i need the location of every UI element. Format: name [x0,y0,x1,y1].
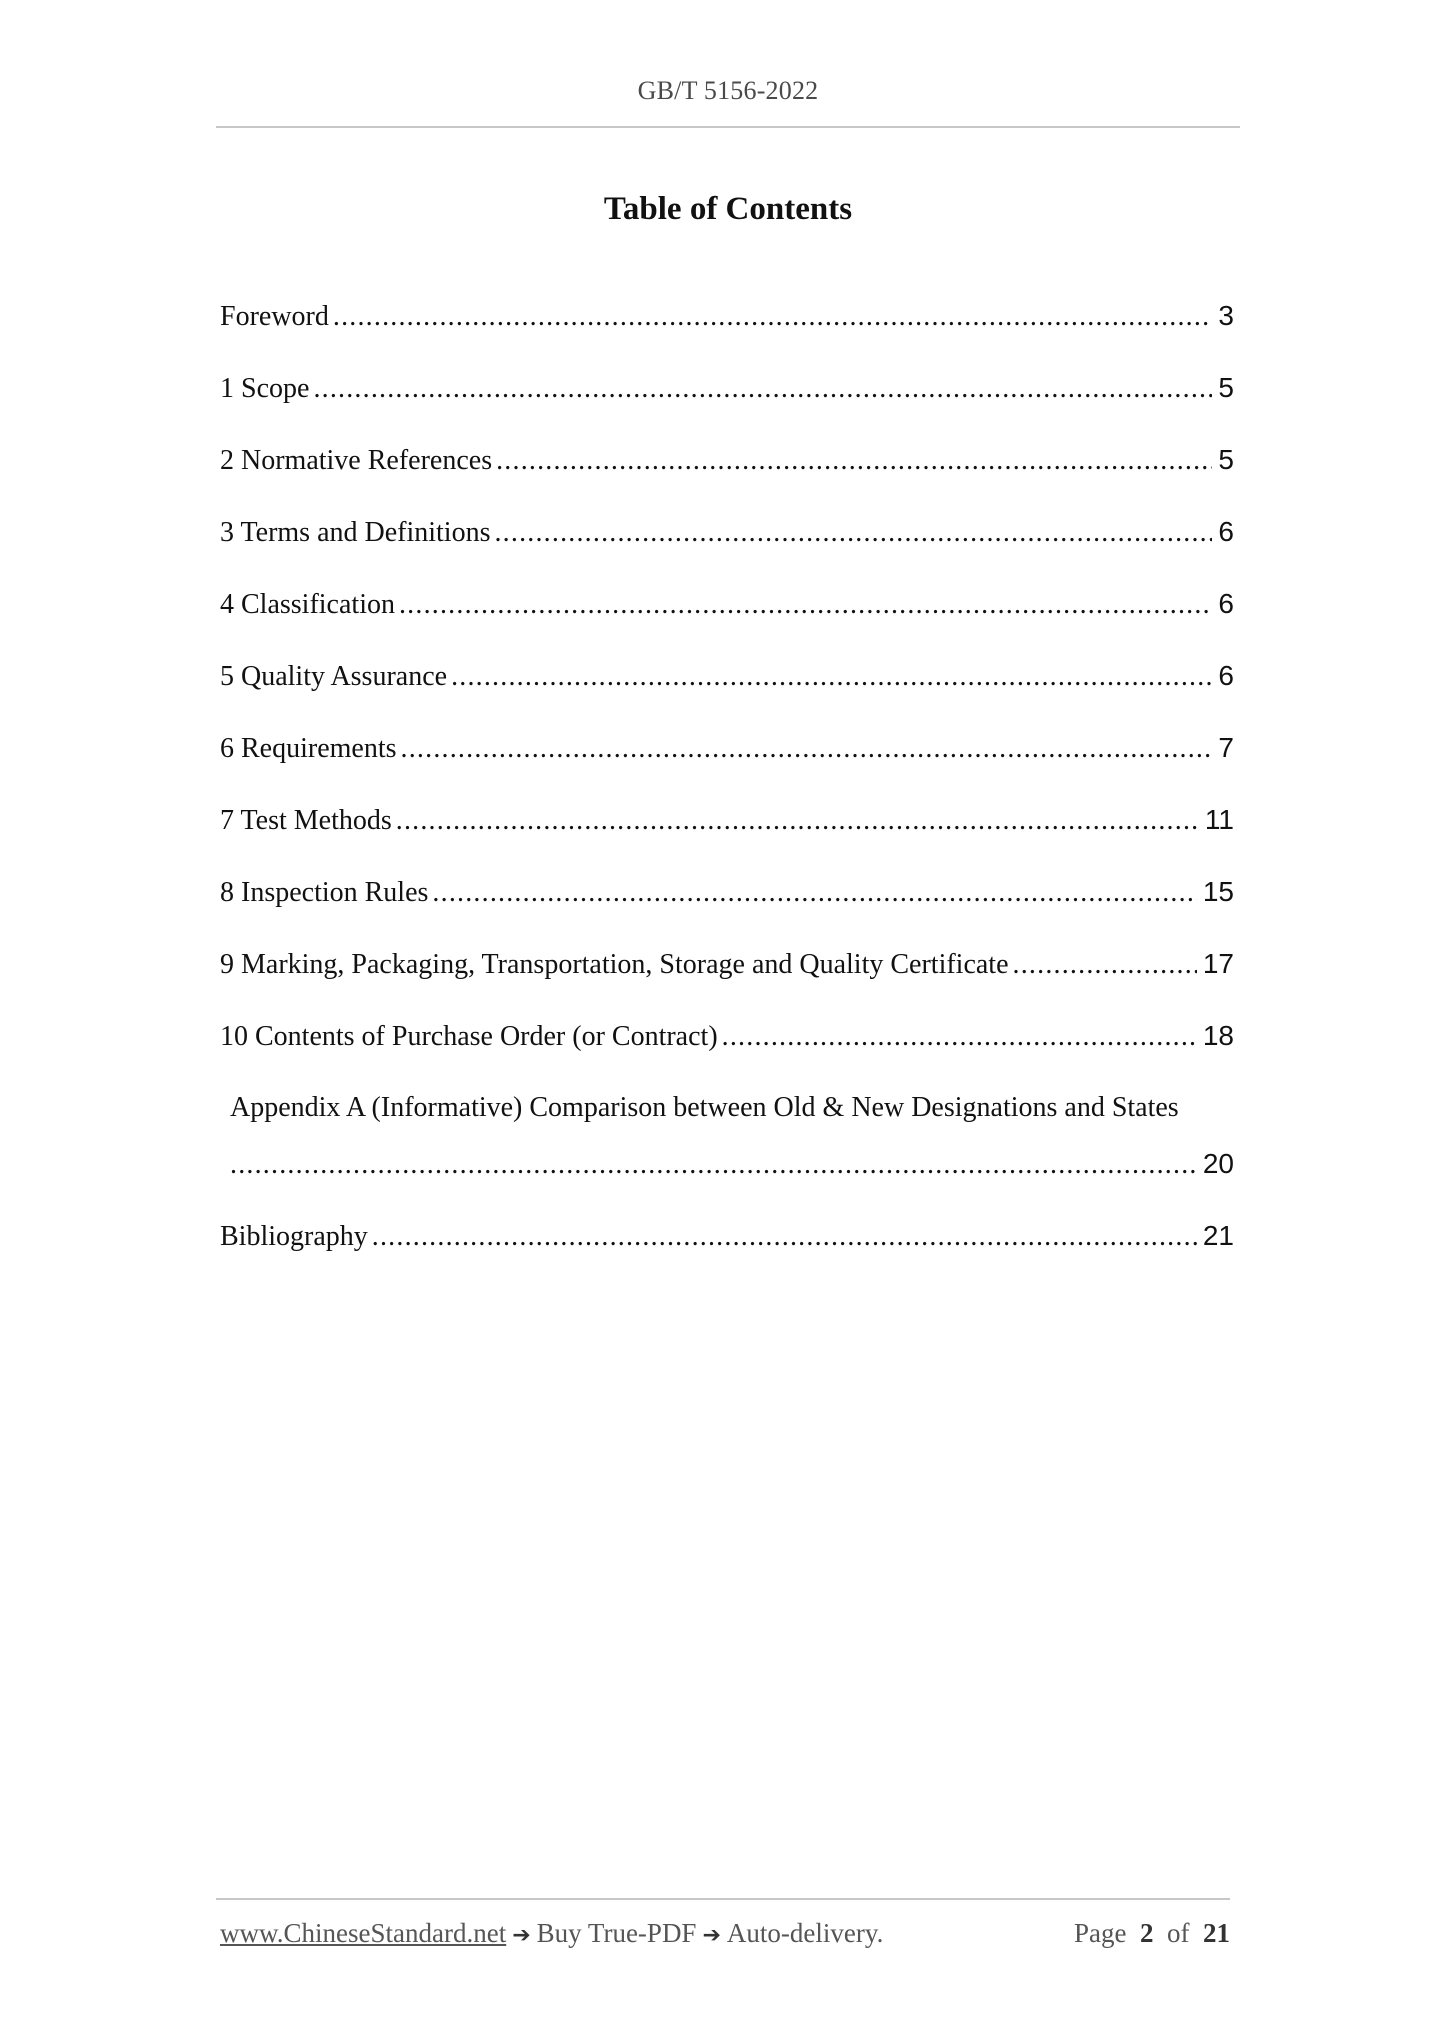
toc-entry-inspection-rules[interactable] [220,876,1234,916]
dot-leader [496,445,1212,477]
running-header [216,76,1240,106]
toc-entry-page: 11 [1204,804,1234,835]
toc-entry-page: 20 [1202,1148,1234,1179]
toc-entry-label: 8 Inspection Rules [220,877,429,908]
footer-divider [216,1898,1230,1900]
toc-entry-label: 9 Marking, Packaging, Transportation, Storage and Quality Certificate [220,949,1009,980]
toc-entry-page: 3 [1218,300,1234,331]
page-number [1074,1918,1230,1949]
toc-entry-label: 2 Normative References [220,445,493,476]
of-word: of [1167,1918,1190,1948]
toc-entry-label: 4 Classification [220,589,395,620]
toc-entry-scope[interactable] [220,372,1234,412]
toc-entry-label: 1 Scope [220,373,310,404]
dot-leader [432,877,1196,909]
toc-entry-label: 5 Quality Assurance [220,661,448,692]
dot-leader [333,301,1213,333]
toc-entry-label: Appendix A (Informative) Comparison between Old & New Designations and States [230,1092,1179,1123]
toc-entry-foreword[interactable] [220,300,1234,340]
toc-entry-page: 5 [1218,372,1234,403]
toc-entry-page: 6 [1218,588,1234,619]
toc-entry-page: 21 [1202,1220,1234,1251]
toc-entry-label: Bibliography [220,1221,368,1252]
toc-entry-quality-assurance[interactable] [220,660,1234,700]
appendix-leader-line [230,1148,1234,1188]
toc-entry-purchase-order[interactable] [220,1020,1234,1060]
page-footer [220,1918,1230,1949]
toc-entry-page: 15 [1202,876,1234,907]
toc-entry-page: 6 [1218,516,1234,547]
toc-entry-terms-and-definitions[interactable] [220,516,1234,556]
footer-step-buy: Buy True-PDF [536,1918,697,1948]
toc-entry-page: 17 [1202,948,1234,979]
current-page: 2 [1140,1918,1154,1948]
footer-promo [220,1918,883,1949]
dot-leader [1013,949,1197,981]
dot-leader [399,589,1212,621]
dot-leader [372,1221,1197,1253]
toc-entry-requirements[interactable] [220,732,1234,772]
total-pages: 21 [1203,1918,1230,1948]
toc-entry-label: 3 Terms and Definitions [220,517,491,548]
toc-entry-page: 6 [1218,660,1234,691]
dot-leader [451,661,1212,693]
toc-entry-page: 18 [1202,1020,1234,1051]
right-arrow-icon: ➔ [702,1923,721,1948]
toc-title: Table of Contents [603,191,853,227]
toc-entry-test-methods[interactable] [220,804,1234,844]
toc-entry-page: 7 [1218,732,1234,763]
dot-leader [494,517,1212,549]
dot-leader [313,373,1212,405]
toc-entry-label: 7 Test Methods [220,805,392,836]
dot-leader [722,1021,1197,1053]
footer-step-delivery: Auto-delivery. [726,1918,884,1948]
dot-leader [396,805,1199,837]
document-id: GB/T 5156-2022 [637,76,819,105]
website-link[interactable]: www.ChineseStandard.net [220,1918,507,1948]
header-divider [216,126,1240,128]
dot-leader [401,733,1213,765]
toc-entry-page: 5 [1218,444,1234,475]
toc-entry-label: 6 Requirements [220,733,397,764]
toc-entry-classification[interactable] [220,588,1234,628]
toc-entry-marking-packaging[interactable] [220,948,1234,988]
toc-entry-label: Foreword [220,301,329,332]
toc-entry-normative-references[interactable] [220,444,1234,484]
dot-leader [230,1149,1197,1181]
page-word: Page [1074,1918,1127,1948]
toc-entry-bibliography[interactable] [220,1220,1234,1260]
right-arrow-icon: ➔ [512,1923,531,1948]
toc-entry-label: 10 Contents of Purchase Order (or Contract) [220,1021,718,1052]
